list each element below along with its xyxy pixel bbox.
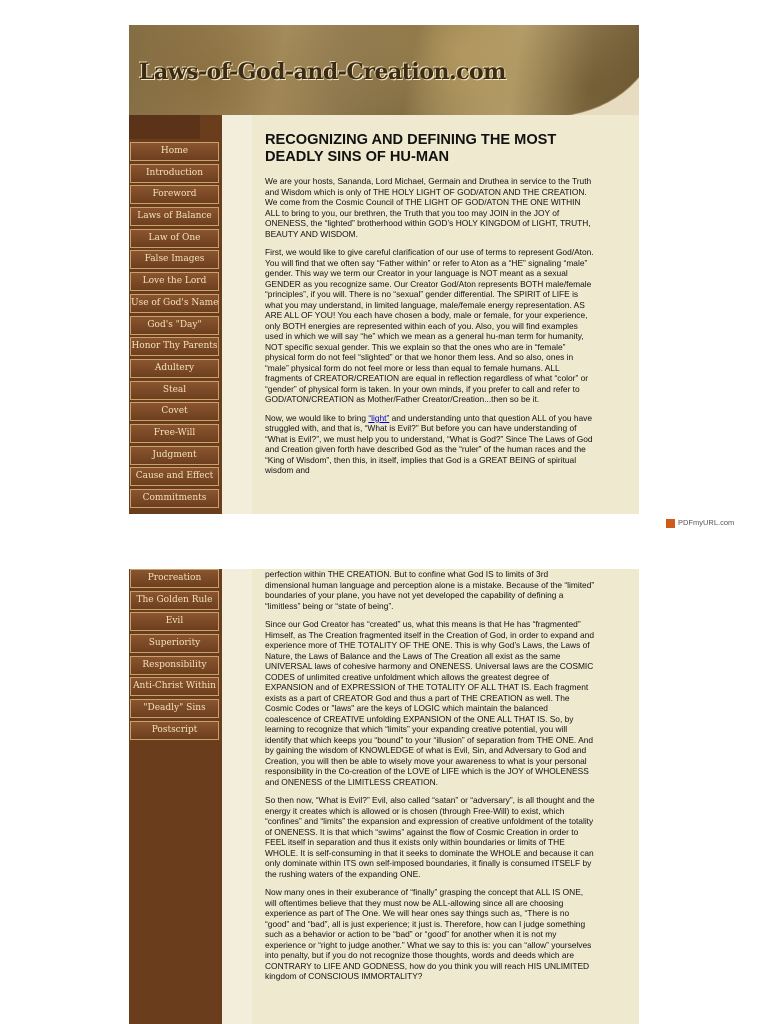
page-1 — [129, 25, 639, 514]
nav-item-the-golden-rule[interactable]: The Golden Rule — [130, 591, 219, 610]
nav-item-steal[interactable]: Steal — [130, 381, 219, 400]
paragraph: We are your hosts, Sananda, Lord Michael, Germain and Druthea in service to the Truth and Wisdom which is only of THE HOLY LIGHT OF GOD/ATON AND THE CREATION. We come from the Cosmic Council of THE LIGHT OF GOD/ATON THE ONE WITHIN ALL to bring to you, our brethren, the Truth that you too may JOIN in the JOY of ONENESS, the “lighted” brotherhood within GOD’s HOLY KINGDOM of LIGHT, TRUTH, BEAUTY AND WISDOM. — [265, 176, 592, 239]
paragraph-text: and understanding unto that question ALL of you have struggled with, and that is, “What is Evil?” But before you can have understanding of “What is Evil?”, we must help you to understand, “What is God?” Since The Laws of God and Creation given forth have described God as the “ruler” of the human races and the “King of Wisdom”, then this, in itself, implies that God is a GREAT BEING of spiritual wisdom and — [265, 412, 593, 475]
nav-item-foreword[interactable]: Foreword — [130, 185, 219, 204]
paragraph: perfection within THE CREATION. But to confine what God IS to limits of 3rd dimensional human language and perception alone is a mistake. Because of the “limited” boundaries of your plane, you have not yet developed the capability of defining a “limitless” being or “state of being”. — [265, 569, 595, 611]
nav-item-cause-and-effect[interactable]: Cause and Effect — [130, 467, 219, 486]
nav-item-use-of-god-s-name[interactable]: Use of God's Name — [130, 294, 219, 313]
nav-item-responsibility[interactable]: Responsibility — [130, 656, 219, 675]
sidebar-margin — [222, 115, 252, 514]
paragraph: Now many ones in their exuberance of “finally” grasping the concept that ALL IS ONE, will oftentimes believe that they must now be ALL-allowing since all are choosing experience as part of The One. We will hear ones say things such as, “There is no “good” and “bad”, all is just experience; it just is. Therefore, how can I judge something such as a behavior or action to be “bad” or “good” for another when it is not my experience or “right to judge another.” What we say to this is: you can “allow” yourselves into penalty, but if you do not recognize those thoughts, words and deeds which are CONTRARY to LIFE AND GODNESS, how do you think you will reach HIS UNLIMITED kingdom of CONSCIOUS IMMORTALITY? — [265, 887, 592, 981]
nav-menu — [129, 569, 222, 743]
paragraph: So then now, “What is Evil?” Evil, also called “satan” or “adversary”, is all thought and the energy it creates which is allowed or is chosen (through Free-Will) to exist, which “confines” and “limits” the expansion and expression of creative unfoldment of the totality of ONENESS. It is that which “swims” against the flow of Cosmic Creation in order to FEEL itself in separation and thus it exists only within boundaries or limits of THE WHOLE. It is self-consuming in that it seeks to dominate the WHOLE and because it can only dominate within ITS own self-imposed boundaries, it finally is consumed ITSELF by the rushing waters of the expanding ONE. — [265, 795, 595, 879]
page-2 — [129, 569, 639, 1024]
pdfmyurl-badge[interactable] — [666, 518, 734, 528]
nav-item-procreation[interactable]: Procreation — [130, 569, 219, 588]
pdf-icon — [666, 519, 675, 528]
nav-item-superiority[interactable]: Superiority — [130, 634, 219, 653]
paragraph: Since our God Creator has “created” us, what this means is that He has “fragmented” Himself, as The Creation fragmented itself in the Creation of God, in order to expand and experience more of THE TOTALITY OF THE ONE. This is why God’s Laws, the Laws of Nature, the Laws of Balance and the Laws of The Creation all exist as the same UNIVERSAL laws of cohesive harmony and ONENESS. Universal laws are the COSMIC CODES of unlimited creative unfoldment which allows the greatest degree of EXPANSION and of EXPRESSION of THE TOTALITY OF ALL THAT IS. Each fragment exists as a part of CREATOR God and thus a part of THE CREATION as well. The Cosmic Codes or "laws" are the keys of LOGIC which maintain the balanced coalescence of CREATIVE unfolding EXPANSION of the ONE ALL THAT IS. So, by learning to recognize that which “limits” your expanding creative potential, you will identify that which keeps you “bound” to your “illusion” of separation from THE ONE. And by gaining the wisdom of KNOWLEDGE of what is Evil, Sin, and Adversary to God and Creation, you will then be able to wisely move your awareness to what is your personal responsibility in the Co-creation of the LOVE of LIFE which is the JOY of WHOLENESS and ONENESS of the LIMITLESS CREATION. — [265, 619, 594, 787]
light-link[interactable]: “light” — [368, 412, 390, 423]
nav-item-covet[interactable]: Covet — [130, 402, 219, 421]
sidebar — [129, 115, 222, 514]
site-title[interactable]: Laws-of-God-and-Creation.com — [139, 59, 506, 85]
nav-item-deadly-sins[interactable]: "Deadly" Sins — [130, 699, 219, 718]
pdf-label[interactable]: PDFmyURL.com — [678, 518, 735, 527]
nav-item-god-s-day[interactable]: God's "Day" — [130, 316, 219, 335]
nav-item-evil[interactable]: Evil — [130, 612, 219, 631]
nav-item-false-images[interactable]: False Images — [130, 250, 219, 269]
page-curl-icon — [569, 77, 639, 115]
nav-menu — [129, 142, 222, 511]
paragraph — [265, 413, 595, 476]
nav-item-judgment[interactable]: Judgment — [130, 446, 219, 465]
article-content — [265, 132, 595, 484]
sidebar — [129, 569, 222, 1024]
site-banner[interactable] — [129, 25, 639, 115]
nav-item-free-will[interactable]: Free-Will — [130, 424, 219, 443]
nav-item-honor-thy-parents[interactable]: Honor Thy Parents — [130, 337, 219, 356]
nav-item-introduction[interactable]: Introduction — [130, 164, 219, 183]
nav-item-home[interactable]: Home — [130, 142, 219, 161]
sidebar-margin — [222, 569, 252, 1024]
nav-item-commitments[interactable]: Commitments — [130, 489, 219, 508]
paragraph-text: Now, we would like to bring — [265, 412, 369, 423]
nav-item-postscript[interactable]: Postscript — [130, 721, 219, 740]
paragraph: First, we would like to give careful clarification of our use of terms to represent God/Aton. You will find that we often say “Father within” or refer to Aton as a “HE” signaling “male” gender. This way we term our Creator in your language is NOT meant as a sexual GENDER as you recognize same. Our Creator God/Aton represents BOTH male/female “principles”, if you will. There is no “sexual” gender differential. The SPIRIT of LIFE is what you may understand, in limited language, male/female energy representation. AS ARE ALL OF YOU! You each have chosen a body, male or female, for your experience, only BOTH energies are represented within each of you. Also, you will find examples used in which we will say “he” which we mean as a general hu-man term for humanity, NOT specific sexual gender. This we explain so that the ones who are in “female” physical form do not feel “slighted” or that we honor them less. And so also, ones in “male” physical form do not feel more or less than equal to female humans. ALL fragments of CREATOR/CREATION are equal in reflection regardless of what “color” or “gender” of physical form is taken. In your own minds, if you prefer to call and refer to GOD/ATON/CREATION as Mother/Father Creator/Creation...then so be it. — [265, 247, 594, 404]
nav-item-law-of-one[interactable]: Law of One — [130, 229, 219, 248]
article-content — [265, 569, 595, 990]
nav-item-love-the-lord[interactable]: Love the Lord — [130, 272, 219, 291]
nav-item-adultery[interactable]: Adultery — [130, 359, 219, 378]
article-headline: RECOGNIZING AND DEFINING THE MOST DEADLY SINS OF HU-MAN — [265, 132, 557, 165]
nav-item-laws-of-balance[interactable]: Laws of Balance — [130, 207, 219, 226]
nav-item-anti-christ-within[interactable]: Anti-Christ Within — [130, 677, 219, 696]
sidebar-tab — [129, 115, 200, 139]
